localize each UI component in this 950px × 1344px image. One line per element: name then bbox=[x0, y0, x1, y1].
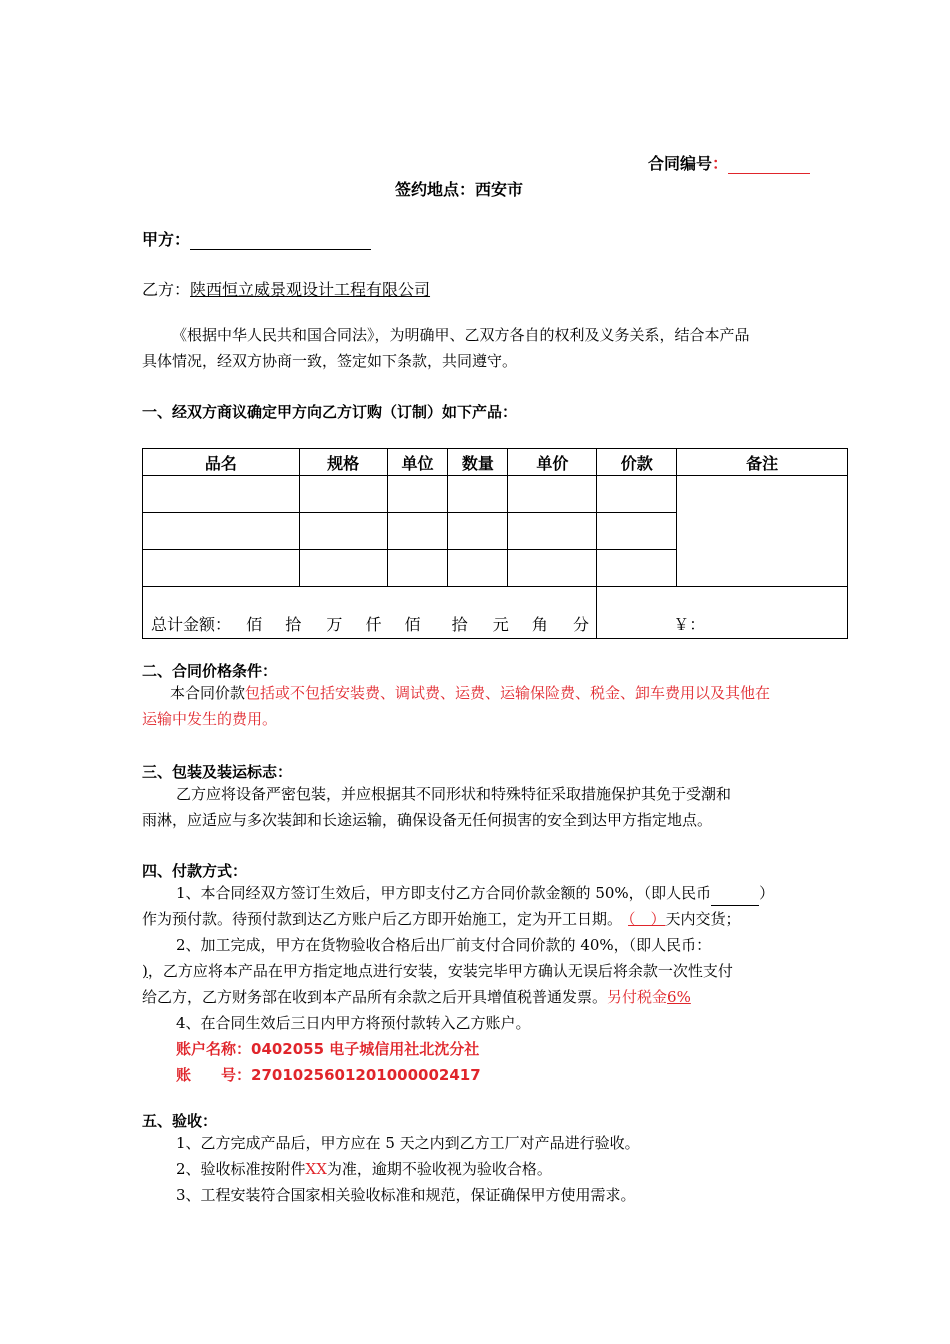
section-5-title: 五、验收： bbox=[142, 1112, 218, 1130]
table-cell[interactable] bbox=[387, 550, 448, 587]
payment-item-2-paren: ) bbox=[142, 962, 148, 980]
table-cell[interactable] bbox=[597, 476, 677, 513]
total-yen-cell[interactable] bbox=[597, 587, 848, 639]
total-unit: 佰 bbox=[246, 615, 263, 634]
party-b-name: 陕西恒立威景观设计工程有限公司 bbox=[190, 280, 431, 299]
section-1-title: 一、经双方商议确定甲方向乙方订购（订制）如下产品： bbox=[142, 403, 518, 421]
acceptance-line: 1、乙方完成产品后，甲方应在 5 天之内到乙方工厂对产品进行验收。 bbox=[176, 1134, 640, 1152]
section-2-title: 二、合同价格条件： bbox=[142, 662, 278, 680]
section-3-body bbox=[142, 781, 810, 833]
acceptance-line bbox=[142, 1156, 810, 1182]
signing-place: 签约地点：西安市 bbox=[395, 180, 524, 199]
table-cell[interactable] bbox=[299, 550, 387, 587]
party-a-label: 甲方： bbox=[142, 230, 191, 249]
payment-line bbox=[142, 880, 810, 906]
intro-paragraph bbox=[142, 322, 810, 374]
contract-number-field[interactable] bbox=[728, 157, 810, 174]
contract-number-line bbox=[648, 151, 810, 174]
party-a-field[interactable] bbox=[190, 233, 371, 250]
section-3-title: 三、包装及装运标志： bbox=[142, 763, 293, 781]
total-row bbox=[143, 587, 848, 639]
payment-line: 4、在合同生效后三日内甲方将预付款转入乙方账户。 bbox=[176, 1014, 531, 1032]
party-a-line bbox=[142, 227, 371, 250]
section-5-body bbox=[142, 1130, 810, 1208]
table-cell[interactable] bbox=[508, 550, 597, 587]
section-3-line: 雨淋，应适应与多次装卸和长途运输，确保设备无任何损害的安全到达甲方指定地点。 bbox=[142, 811, 713, 829]
table-row bbox=[143, 476, 848, 513]
table-cell[interactable] bbox=[143, 476, 300, 513]
total-unit: 元 bbox=[492, 615, 509, 634]
payment-item-1-text: 作为预付款。待预付款到达乙方账户后乙方即开始施工，定为开工日期。 bbox=[142, 910, 623, 928]
header-cell: 数量 bbox=[448, 449, 508, 476]
section-4-title: 四、付款方式： bbox=[142, 862, 248, 880]
intro-line: 《根据中华人民共和国合同法》，为明确甲、乙双方各自的权利及义务关系，结合本产品 bbox=[172, 326, 750, 344]
section-2-red-text: 包括或不包括安装费、调试费、运费、运输保险费、税金、卸车费用以及其他在 bbox=[245, 684, 771, 702]
account-name: 账户名称：0402055 电子城信用社北沈分社 bbox=[176, 1040, 480, 1058]
table-cell[interactable] bbox=[387, 476, 448, 513]
payment-line bbox=[142, 984, 810, 1010]
header-cell: 规格 bbox=[299, 449, 387, 476]
header-cell: 品名 bbox=[143, 449, 300, 476]
party-b-line bbox=[142, 277, 430, 300]
account-number-label: 账 号： bbox=[176, 1066, 252, 1084]
attachment-ref: XX bbox=[305, 1160, 327, 1178]
table-header-row bbox=[143, 449, 848, 476]
tax-note: 另付税金 bbox=[607, 988, 668, 1006]
payment-line: 2、加工完成，甲方在货物验收合格后出厂前支付合同价款的 40%，（即人民币： bbox=[176, 936, 712, 954]
acceptance-item-2-b: 为准，逾期不验收视为验收合格。 bbox=[326, 1160, 552, 1178]
total-unit: 角 bbox=[531, 615, 548, 634]
account-number-line bbox=[142, 1062, 810, 1088]
table-cell[interactable] bbox=[508, 476, 597, 513]
total-label: 总计金额： bbox=[151, 615, 232, 634]
contract-number-label: 合同编号 bbox=[648, 154, 713, 173]
total-unit: 分 bbox=[572, 615, 589, 634]
payment-item-1-close: ） bbox=[759, 884, 775, 902]
table-cell[interactable] bbox=[143, 513, 300, 550]
section-2-prefix: 本合同价款 bbox=[170, 684, 246, 702]
table-cell[interactable] bbox=[448, 476, 508, 513]
total-unit: 拾 bbox=[285, 615, 302, 634]
payment-item-2-text: ，乙方应将本产品在甲方指定地点进行安装，安装完毕甲方确认无误后将余款一次性支付 bbox=[147, 962, 733, 980]
intro-line: 具体情况，经双方协商一致，签定如下条款，共同遵守。 bbox=[142, 352, 518, 370]
table-cell[interactable] bbox=[597, 513, 677, 550]
section-2-body bbox=[142, 680, 810, 732]
acceptance-line: 3、工程安装符合国家相关验收标准和规范，保证确保甲方使用需求。 bbox=[176, 1186, 636, 1204]
table-cell[interactable] bbox=[448, 550, 508, 587]
tax-rate: 6% bbox=[667, 988, 691, 1006]
payment-item-1-end: 天内交货； bbox=[665, 910, 741, 928]
table-cell[interactable] bbox=[508, 513, 597, 550]
section-3-line: 乙方应将设备严密包装，并应根据其不同形状和特殊特征采取措施保护其免于受潮和 bbox=[176, 785, 732, 803]
table-cell[interactable] bbox=[597, 550, 677, 587]
contract-number-colon: ： bbox=[712, 154, 729, 173]
payment-line bbox=[142, 958, 810, 984]
table-cell[interactable] bbox=[448, 513, 508, 550]
yen-label: ￥： bbox=[673, 615, 706, 634]
total-unit: 佰 bbox=[404, 615, 421, 634]
party-b-label: 乙方： bbox=[142, 280, 191, 299]
delivery-days-field[interactable]: （ ） bbox=[628, 910, 666, 928]
section-4-body bbox=[142, 880, 810, 1088]
payment-item-1-text: 1、本合同经双方签订生效后，甲方即支付乙方合同价款金额的 50%，（即人民币 bbox=[176, 884, 712, 902]
account-number: 2701025601201000002417 bbox=[251, 1066, 481, 1084]
header-cell: 备注 bbox=[677, 449, 848, 476]
total-amount-cell[interactable] bbox=[143, 587, 597, 639]
total-unit: 拾 bbox=[451, 615, 468, 634]
table-cell[interactable] bbox=[299, 513, 387, 550]
total-unit: 仟 bbox=[365, 615, 382, 634]
remarks-cell[interactable] bbox=[677, 476, 848, 587]
section-2-line bbox=[142, 680, 810, 706]
header-cell: 单价 bbox=[508, 449, 597, 476]
rmb-amount-field-1[interactable] bbox=[711, 889, 759, 906]
header-cell: 单位 bbox=[387, 449, 448, 476]
acceptance-item-2-a: 2、验收标准按附件 bbox=[176, 1160, 306, 1178]
table-cell[interactable] bbox=[299, 476, 387, 513]
product-table bbox=[142, 448, 848, 639]
table-cell[interactable] bbox=[387, 513, 448, 550]
total-unit: 万 bbox=[326, 615, 343, 634]
section-2-red-text: 运输中发生的费用。 bbox=[142, 710, 278, 728]
payment-item-2-text: 给乙方，乙方财务部在收到本产品所有余款之后开具增值税普通发票。 bbox=[142, 988, 608, 1006]
payment-line bbox=[142, 906, 810, 932]
table-cell[interactable] bbox=[143, 550, 300, 587]
header-cell: 价款 bbox=[597, 449, 677, 476]
